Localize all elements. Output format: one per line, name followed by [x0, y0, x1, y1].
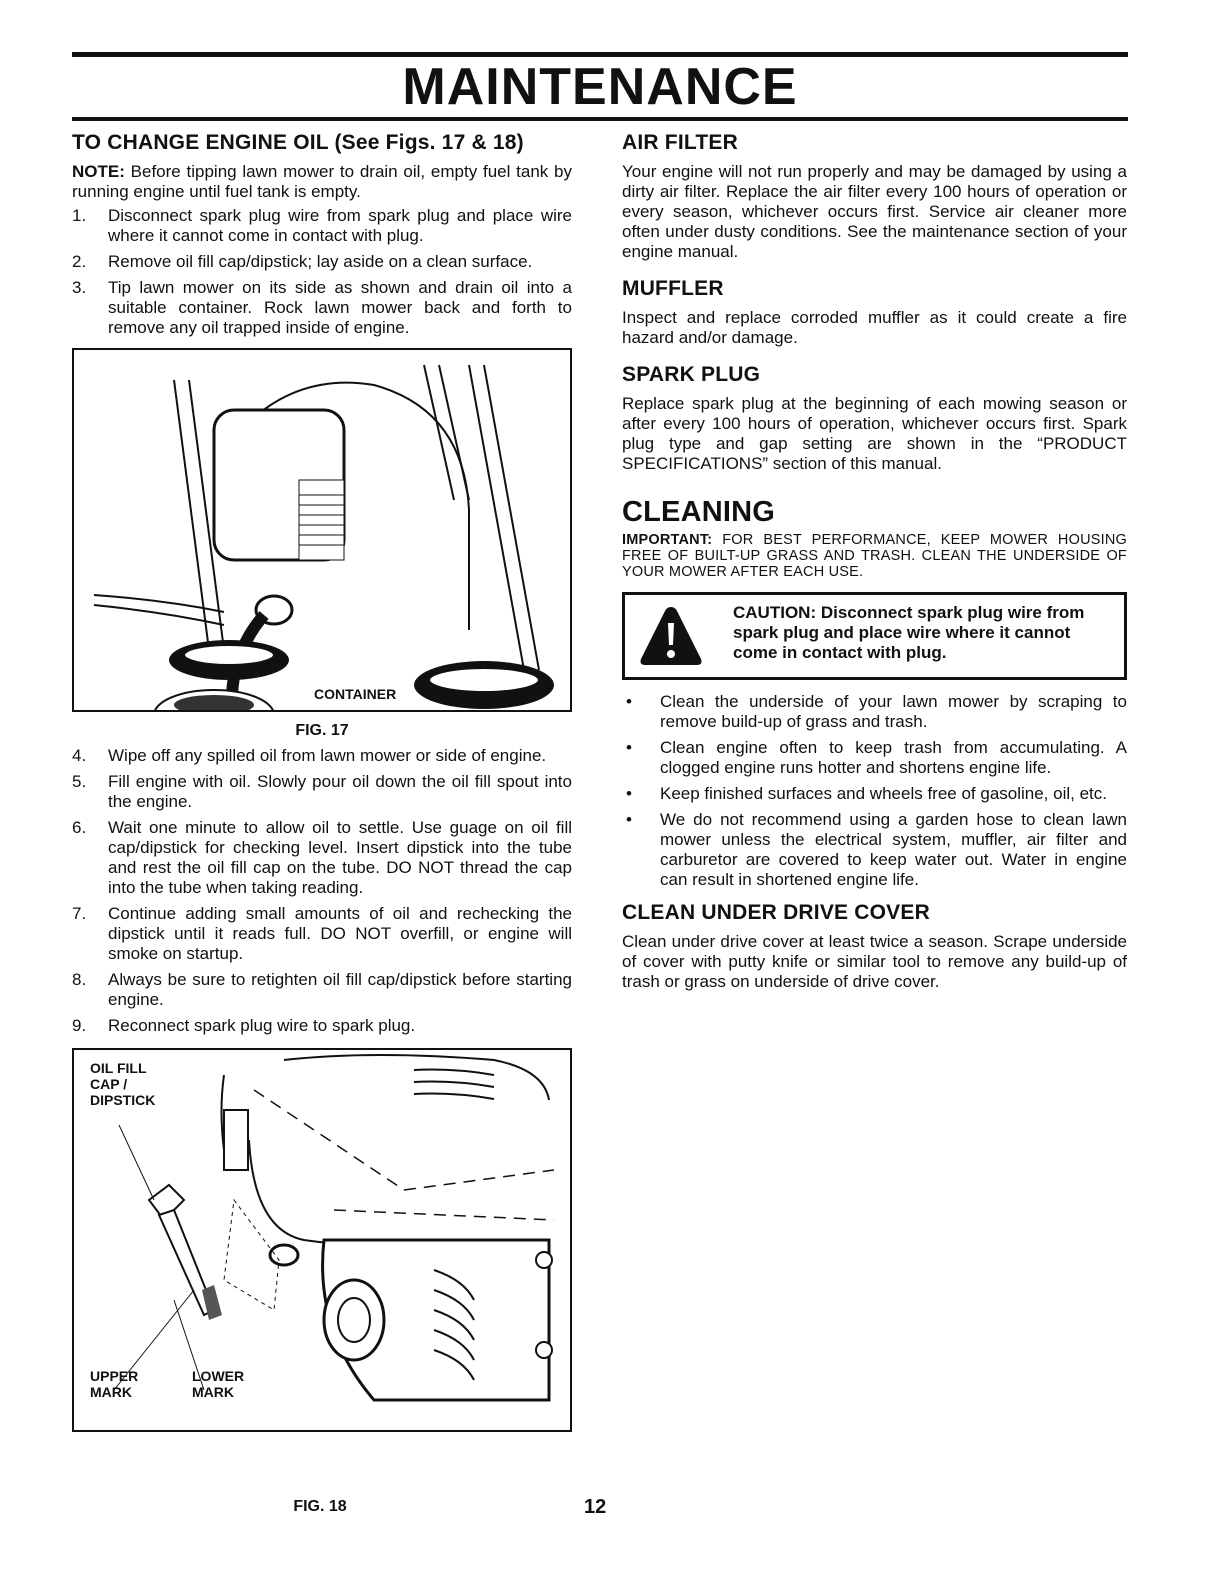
- list-item: [72, 1016, 572, 1036]
- cleaning-section: [622, 496, 1127, 890]
- step-number: 4.: [72, 746, 87, 765]
- left-column: [72, 130, 572, 1432]
- spark-plug-heading: SPARK PLUG: [622, 363, 761, 386]
- step-number: 2.: [72, 252, 87, 271]
- figure-17-oil-drain-illustration: [72, 348, 572, 712]
- air-filter-heading: AIR FILTER: [622, 131, 738, 154]
- air-filter-text: Your engine will not run properly and may be damaged by using a dirty air filter. Replace the air filter every 100 hours of operation or every season, whichever occurs first. Service air cleaner more often under dusty conditions. See the maintenance section of your engine manual.: [622, 162, 1127, 261]
- step-text: Wipe off any spilled oil from lawn mower or side of engine.: [108, 746, 547, 765]
- list-item: [72, 818, 572, 898]
- step-number: 1.: [72, 206, 87, 225]
- drive-cover-text: Clean under drive cover at least twice a season. Scrape underside of cover with putty knife or similar tool to remove any build-up of trash or grass on underside of drive cover.: [622, 932, 1127, 991]
- bullet-text: Clean engine often to keep trash from accumulating. A clogged engine runs hotter and shortens engine life.: [660, 738, 1127, 777]
- step-number: 3.: [72, 278, 87, 297]
- caution-box: [622, 592, 1127, 680]
- step-text: Disconnect spark plug wire from spark plug and place wire where it cannot come in contact with plug.: [108, 206, 572, 245]
- bullet-text: Clean the underside of your lawn mower by scraping to remove build-up of grass and trash.: [660, 692, 1127, 731]
- bullet-icon: •: [626, 738, 632, 757]
- cleaning-heading: CLEANING: [622, 496, 776, 528]
- list-item: [72, 252, 572, 272]
- step-text: Always be sure to retighten oil fill cap/dipstick before starting engine.: [108, 970, 572, 1009]
- label-line: MARK: [90, 1384, 132, 1400]
- list-item: [72, 772, 572, 812]
- list-item: [72, 206, 572, 246]
- bullet-icon: •: [626, 692, 632, 711]
- spark-plug-section: [622, 362, 1127, 474]
- list-item: [72, 970, 572, 1010]
- page-title: MAINTENANCE: [402, 58, 798, 116]
- step-number: 7.: [72, 904, 87, 923]
- air-filter-section: [622, 130, 1127, 262]
- muffler-section: [622, 276, 1127, 348]
- label-line: MARK: [192, 1384, 234, 1400]
- label-line: UPPER: [90, 1368, 139, 1384]
- note-text: Before tipping lawn mower to drain oil, empty fuel tank by running engine until fuel tank is empty.: [72, 162, 572, 201]
- oil-steps-list-b: [72, 746, 572, 1036]
- step-number: 6.: [72, 818, 87, 837]
- figure-17-caption: FIG. 17: [295, 722, 349, 739]
- list-item: [622, 692, 1127, 732]
- bullet-text: Keep finished surfaces and wheels free of gasoline, oil, etc.: [660, 784, 1107, 803]
- step-text: Remove oil fill cap/dipstick; lay aside on a clean surface.: [108, 252, 533, 271]
- muffler-text: Inspect and replace corroded muffler as it could create a fire hazard and/or damage.: [622, 308, 1127, 347]
- list-item: [622, 738, 1127, 778]
- step-number: 8.: [72, 970, 87, 989]
- cleaning-bullets: [622, 692, 1127, 890]
- step-number: 9.: [72, 1016, 87, 1035]
- oil-steps-list-a: [72, 206, 572, 338]
- caution-text: CAUTION: Disconnect spark plug wire from spark plug and place wire where it cannot come in contact with plug.: [733, 603, 1085, 662]
- warning-triangle-icon: [639, 605, 703, 667]
- drive-cover-heading: CLEAN UNDER DRIVE COVER: [622, 901, 930, 924]
- drive-cover-section: [622, 900, 1127, 992]
- important-notice: [622, 532, 1127, 580]
- label-line: DIPSTICK: [90, 1092, 156, 1108]
- list-item: [72, 746, 572, 766]
- mower-tipped-illustration: [74, 350, 570, 710]
- important-text: FOR BEST PERFORMANCE, KEEP MOWER HOUSING FREE OF BUILT-UP GRASS AND TRASH. CLEAN THE UNDERSIDE OF YOUR MOWER AFTER EACH USE.: [622, 532, 1127, 580]
- spark-plug-text: Replace spark plug at the beginning of each mowing season or after every 100 hours of operation, whichever occurs first. Spark plug type and gap setting are shown in the “PRODUCT SPECIFICATIONS” section of this manual.: [622, 394, 1127, 473]
- list-item: [622, 810, 1127, 890]
- oil-note: [72, 162, 572, 202]
- important-label: IMPORTANT:: [622, 532, 713, 548]
- step-number: 5.: [72, 772, 87, 791]
- step-text: Fill engine with oil. Slowly pour oil down the oil fill spout into the engine.: [108, 772, 572, 811]
- upper-mark-label: [90, 1368, 138, 1400]
- step-text: Tip lawn mower on its side as shown and drain oil into a suitable container. Rock lawn mower back and forth to remove any oil trapped inside of engine.: [108, 278, 572, 337]
- label-line: CAP /: [90, 1076, 128, 1092]
- figure-18-dipstick-illustration: [72, 1048, 572, 1432]
- step-text: Wait one minute to allow oil to settle. Use guage on oil fill cap/dipstick for checking level. Insert dipstick into the tube and rest the oil fill cap on the tube. DO NOT thread the cap into the tube when taking reading.: [108, 818, 572, 897]
- note-label: NOTE:: [72, 162, 125, 181]
- right-column: [622, 130, 1127, 1006]
- bullet-icon: •: [626, 784, 632, 803]
- page-number: 12: [584, 1496, 607, 1518]
- oil-fill-cap-dipstick-label: [90, 1060, 155, 1108]
- label-line: OIL FILL: [90, 1060, 147, 1076]
- step-text: Continue adding small amounts of oil and rechecking the dipstick until it reads full. DO NOT overfill, or engine will smoke on startup.: [108, 904, 572, 963]
- container-label: CONTAINER: [314, 686, 397, 702]
- list-item: [622, 784, 1127, 804]
- list-item: [72, 904, 572, 964]
- header-rule-bottom: [72, 117, 1128, 121]
- bullet-icon: •: [626, 810, 632, 829]
- oil-change-heading: TO CHANGE ENGINE OIL (See Figs. 17 & 18): [72, 131, 524, 154]
- step-text: Reconnect spark plug wire to spark plug.: [108, 1016, 416, 1035]
- muffler-heading: MUFFLER: [622, 277, 724, 300]
- lower-mark-label: [192, 1368, 244, 1400]
- figure-18-caption: FIG. 18: [293, 1498, 347, 1515]
- list-item: [72, 278, 572, 338]
- bullet-text: We do not recommend using a garden hose to clean lawn mower unless the electrical system, muffler, air filter and carburetor are covered to keep water out. Water in engine can result in shortened engine life.: [660, 810, 1127, 889]
- label-line: LOWER: [192, 1368, 245, 1384]
